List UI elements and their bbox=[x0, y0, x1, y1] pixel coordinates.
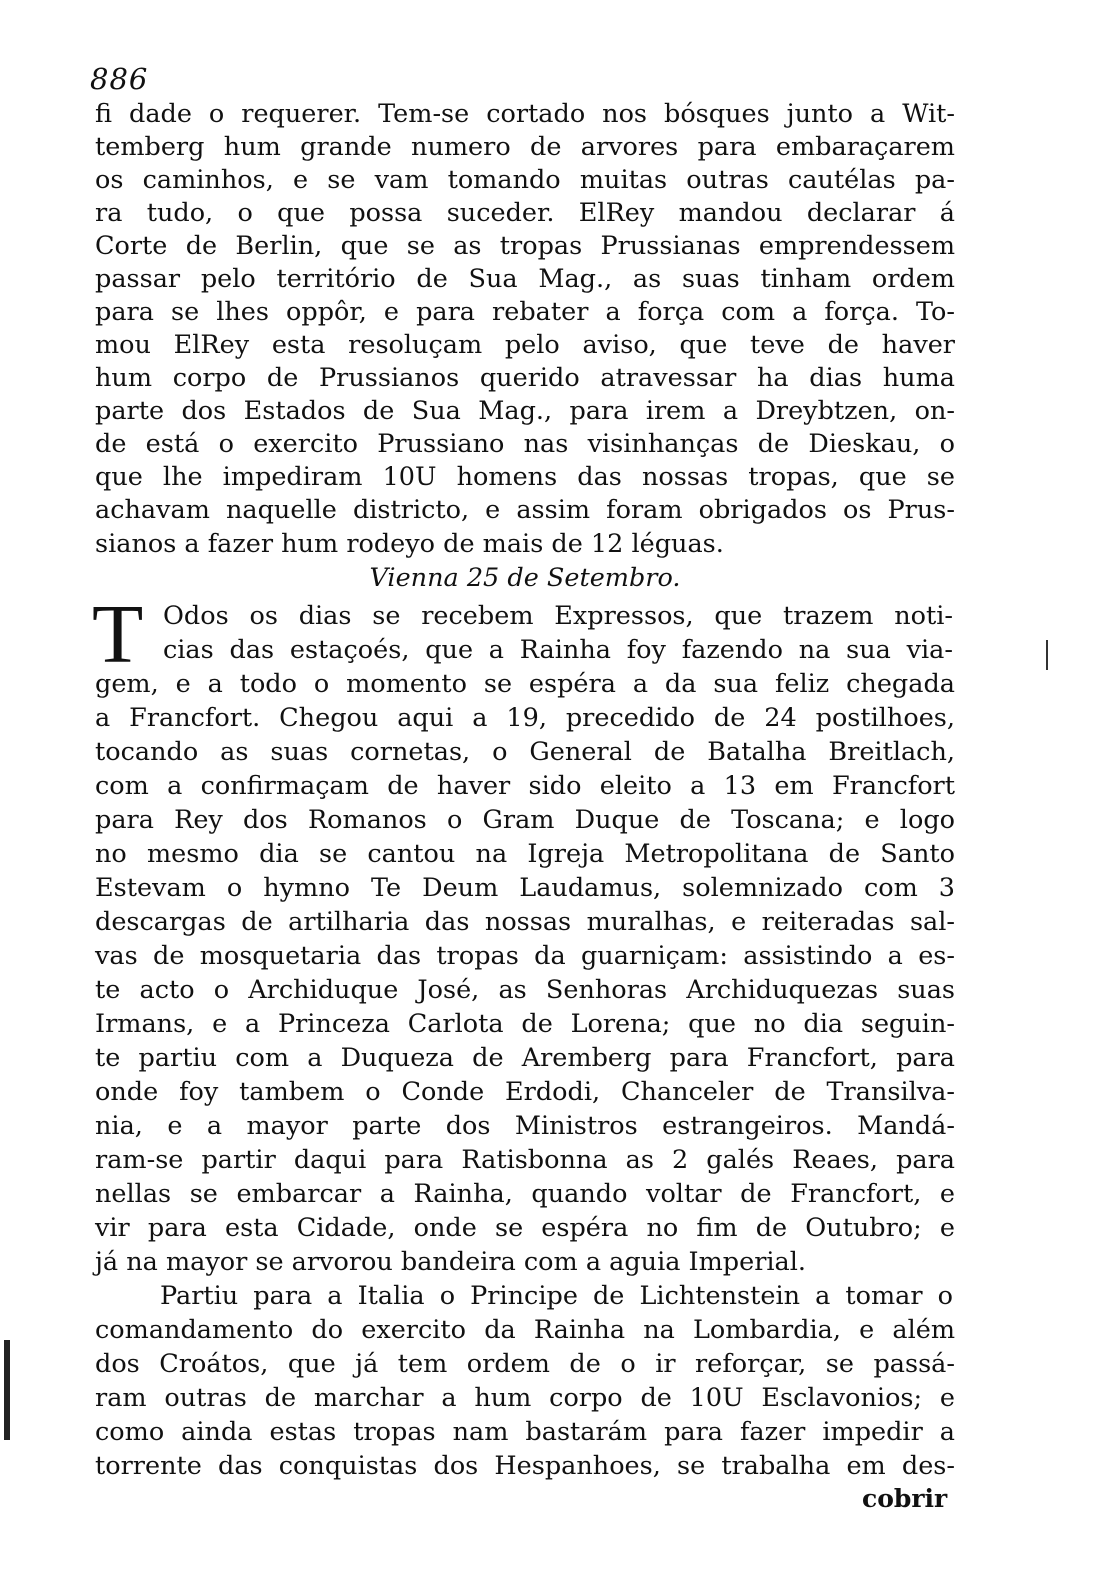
margin-mark bbox=[1046, 640, 1054, 670]
text-line: onde foy tambem o Conde Erdodi, Chanceler de Transilva- bbox=[95, 1077, 955, 1107]
drop-cap: T bbox=[92, 588, 144, 681]
page-number: 886 bbox=[90, 62, 149, 96]
catchword: cobrir bbox=[862, 1484, 948, 1513]
text-line: Partiu para a Italia o Principe de Lichtenstein a tomar o bbox=[160, 1281, 953, 1311]
text-line: vas de mosquetaria das tropas da guarniçam: assistindo a es- bbox=[95, 941, 955, 971]
text-line: achavam naquelle districto, e assim foram obrigados os Prus- bbox=[95, 495, 955, 525]
text-line: Estevam o hymno Te Deum Laudamus, solemnizado com 3 bbox=[95, 873, 955, 903]
text-line: cias das estaçoés, que a Rainha foy fazendo na sua via- bbox=[163, 635, 953, 665]
text-line: passar pelo território de Sua Mag., as suas tinham ordem bbox=[95, 264, 955, 294]
text-line: ram-se partir daqui para Ratisbonna as 2 galés Reaes, para bbox=[95, 1145, 955, 1175]
text-line: Odos os dias se recebem Expressos, que trazem noti- bbox=[163, 601, 953, 631]
text-line: temberg hum grande numero de arvores para embaraçarem bbox=[95, 132, 955, 162]
text-line: os caminhos, e se vam tomando muitas outras cautélas pa- bbox=[95, 165, 955, 195]
text-line: com a confirmaçam de haver sido eleito a 13 em Francfort bbox=[95, 771, 955, 801]
text-line: ram outras de marchar a hum corpo de 10U Esclavonios; e bbox=[95, 1383, 955, 1413]
text-line: sianos a fazer hum rodeyo de mais de 12 léguas. bbox=[95, 529, 724, 559]
text-line: tocando as suas cornetas, o General de Batalha Breitlach, bbox=[95, 737, 955, 767]
text-line: comandamento do exercito da Rainha na Lombardia, e além bbox=[95, 1315, 955, 1345]
text-line: torrente das conquistas dos Hespanhoes, se trabalha em des- bbox=[95, 1451, 955, 1481]
scan-edge-mark bbox=[4, 1340, 10, 1440]
text-line: vir para esta Cidade, onde se espéra no fim de Outubro; e bbox=[95, 1213, 955, 1243]
text-line: Corte de Berlin, que se as tropas Prussianas emprendessem bbox=[95, 231, 955, 261]
text-line: no mesmo dia se cantou na Igreja Metropolitana de Santo bbox=[95, 839, 955, 869]
text-line: a Francfort. Chegou aqui a 19, precedido de 24 postilhoes, bbox=[95, 703, 955, 733]
text-line: para Rey dos Romanos o Gram Duque de Toscana; e logo bbox=[95, 805, 955, 835]
text-line: já na mayor se arvorou bandeira com a aguia Imperial. bbox=[95, 1247, 807, 1277]
text-line: Irmans, e a Princeza Carlota de Lorena; que no dia seguin- bbox=[95, 1009, 955, 1039]
text-line: nia, e a mayor parte dos Ministros estrangeiros. Mandá- bbox=[95, 1111, 955, 1141]
text-line: como ainda estas tropas nam bastarám para fazer impedir a bbox=[95, 1417, 955, 1447]
text-line: mou ElRey esta resoluçam pelo aviso, que teve de haver bbox=[95, 330, 955, 360]
text-line: descargas de artilharia das nossas muralhas, e reiteradas sal- bbox=[95, 907, 955, 937]
dateline: Vienna 25 de Setembro. bbox=[369, 563, 681, 593]
text-line: dos Croátos, que já tem ordem de o ir reforçar, se passá- bbox=[95, 1349, 955, 1379]
text-line: fi dade o requerer. Tem-se cortado nos bósques junto a Wit- bbox=[95, 99, 955, 129]
text-line: que lhe impediram 10U homens das nossas tropas, que se bbox=[95, 462, 955, 492]
text-line: de está o exercito Prussiano nas visinhanças de Dieskau, o bbox=[95, 429, 955, 459]
text-line: ra tudo, o que possa suceder. ElRey mandou declarar á bbox=[95, 198, 955, 228]
text-line: te partiu com a Duqueza de Aremberg para Francfort, para bbox=[95, 1043, 955, 1073]
text-line: para se lhes oppôr, e para rebater a força com a força. To- bbox=[95, 297, 955, 327]
text-line: hum corpo de Prussianos querido atravessar ha dias huma bbox=[95, 363, 955, 393]
text-line: te acto o Archiduque José, as Senhoras Archiduquezas suas bbox=[95, 975, 955, 1005]
text-line: gem, e a todo o momento se espéra a da sua feliz chegada bbox=[95, 669, 955, 699]
text-line: nellas se embarcar a Rainha, quando voltar de Francfort, e bbox=[95, 1179, 955, 1209]
text-line: parte dos Estados de Sua Mag., para irem a Dreybtzen, on- bbox=[95, 396, 955, 426]
